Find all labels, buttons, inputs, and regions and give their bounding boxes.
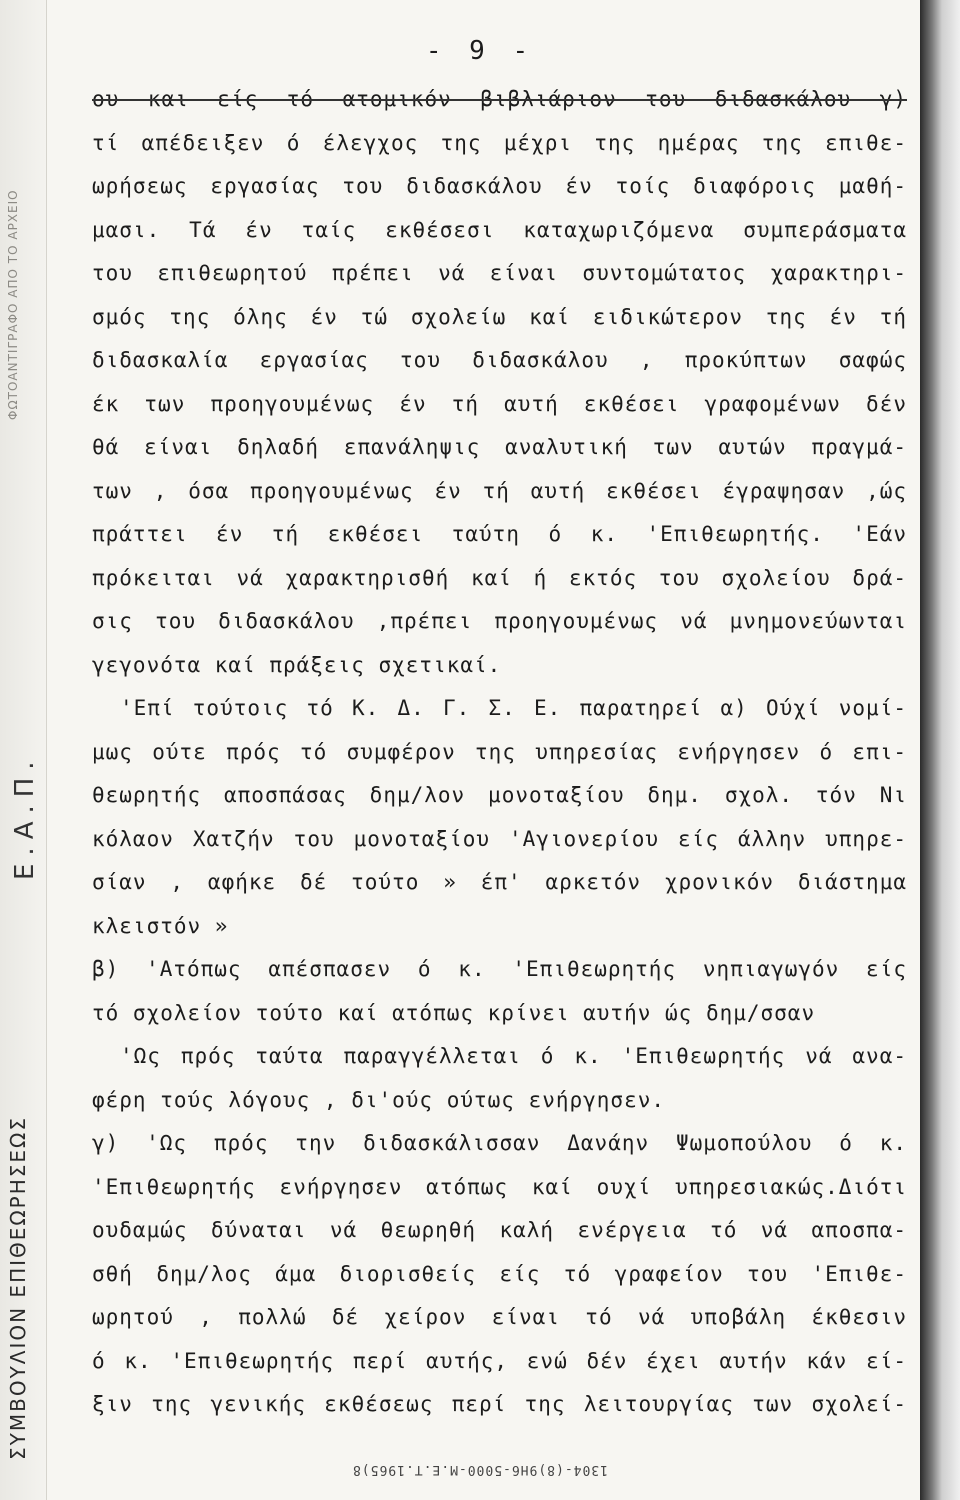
text-line: κλειστόν »: [92, 913, 229, 938]
footer-print-code: 1304-(8)9Η6-5000-Μ.Ε.Τ.1965)8: [352, 1462, 608, 1477]
text-line: πράττει έν τή εκθέσει ταύτη ό κ. 'Επιθεωρητής. 'Εάν: [92, 522, 907, 546]
side-stamp-top: ΦΩΤΟΑΝΤΙΓΡΑΦΟ ΑΠΟ ΤΟ ΑΡΧΕΙΟ: [6, 189, 20, 420]
text-line: τό σχολείον τούτο καί ατόπως κρίνει αυτήν ώς δημ/σσαν: [92, 1000, 816, 1025]
text-line: β) 'Ατόπως απέσπασεν ό κ. 'Επιθεωρητής νηπιαγωγόν είς: [92, 957, 907, 981]
text-line: 'Ως πρός ταύτα παραγγέλλεται ό κ. 'Επιθεωρητής νά ανα-: [120, 1044, 907, 1068]
text-line: γεγονότα καί πράξεις σχετικαί.: [92, 652, 502, 677]
text-line: ου και είς τό ατομικόν βιβλιάριον του διδασκάλου γ): [92, 87, 907, 111]
text-line: ωρήσεως εργασίας του διδασκάλου έν τοίς διαφόροις μαθή-: [92, 174, 907, 198]
text-line: 'Επιθεωρητής ενήργησεν ατόπως καί ουχί υπηρεσιακώς.Διότι: [92, 1174, 907, 1199]
text-line: σίαν , αφήκε δέ τούτο » έπ' αρκετόν χρονικόν διάστημα: [92, 870, 907, 894]
text-line: σμός της όλης έν τώ σχολείω καί ειδικώτερον της έν τή: [92, 304, 907, 329]
binding-shadow-edge: [920, 0, 960, 1500]
text-line: των , όσα προηγουμένως έν τή αυτή εκθέσει έγραψησαν ,ώς: [92, 478, 907, 503]
text-line: έκ των προηγουμένως έν τή αυτή εκθέσει γραφομένων δέν: [92, 391, 907, 416]
left-binding-strip: [0, 0, 47, 1500]
page-number: - 9 -: [425, 36, 535, 66]
text-line: σθή δημ/λος άμα διορισθείς είς τό γραφείον του 'Επιθε-: [92, 1261, 907, 1286]
text-line: σις του διδασκάλου ,πρέπει προηγουμένως νά μνημονεύωνται: [92, 609, 907, 633]
text-line: γ) 'Ως πρός την διδασκάλισσαν Δανάην Ψωμοπούλου ό κ.: [92, 1131, 907, 1155]
side-mark-mid: Ε.Α.Π.: [10, 753, 40, 880]
text-line: μως ούτε πρός τό συμφέρον της υπηρεσίας ενήργησεν ό επι-: [92, 739, 907, 764]
text-line: θεωρητής αποσπάσας δημ/λον μονοταξίου δημ. σχολ. τόν Νι: [92, 783, 907, 807]
text-line: πρόκειται νά χαρακτηρισθή καί ή εκτός του σχολείου δρά-: [92, 565, 907, 590]
text-line: φέρη τούς λόγους , δι'ούς ούτως ενήργησεν.: [92, 1087, 666, 1112]
text-line: ουδαμώς δύναται νά θεωρηθή καλή ενέργεια τό νά αποσπα-: [92, 1218, 907, 1242]
text-line: θά είναι δηλαδή επανάληψις αναλυτική των αυτών πραγμά-: [92, 435, 907, 459]
text-line: ό κ. 'Επιθεωρητής περί αυτής, ενώ δέν έχει αυτήν κάν εί-: [92, 1348, 907, 1373]
text-line: ξιν της γενικής εκθέσεως περί της λειτουργίας των σχολεί-: [92, 1392, 907, 1416]
text-line: ωρητού , πολλώ δέ χείρον είναι τό νά υποβάλη έκθεσιν: [92, 1305, 907, 1329]
text-line: του επιθεωρητού πρέπει νά είναι συντομώτατος χαρακτηρι-: [92, 261, 907, 285]
typewritten-body: [92, 78, 907, 1427]
text-line: 'Επί τούτοις τό Κ. Δ. Γ. Σ. Ε. παρατηρεί α) Ούχί νομί-: [120, 696, 907, 720]
side-stamp-bottom: ΣΥΜΒΟΥΛΙΟΝ ΕΠΙΘΕΩΡΗΣΕΩΣ: [6, 1116, 30, 1460]
text-line: κόλαον Χατζήν του μονοταξίου 'Αγιονερίου είς άλλην υπηρε-: [92, 826, 907, 851]
text-line: διδασκαλία εργασίας του διδασκάλου , προκύπτων σαφώς: [92, 348, 907, 372]
text-line: μασι. Τά έν ταίς εκθέσεσι καταχωριζόμενα συμπεράσματα: [92, 217, 907, 242]
text-line: τί απέδειξεν ό έλεγχος της μέχρι της ημέρας της επιθε-: [92, 130, 907, 155]
